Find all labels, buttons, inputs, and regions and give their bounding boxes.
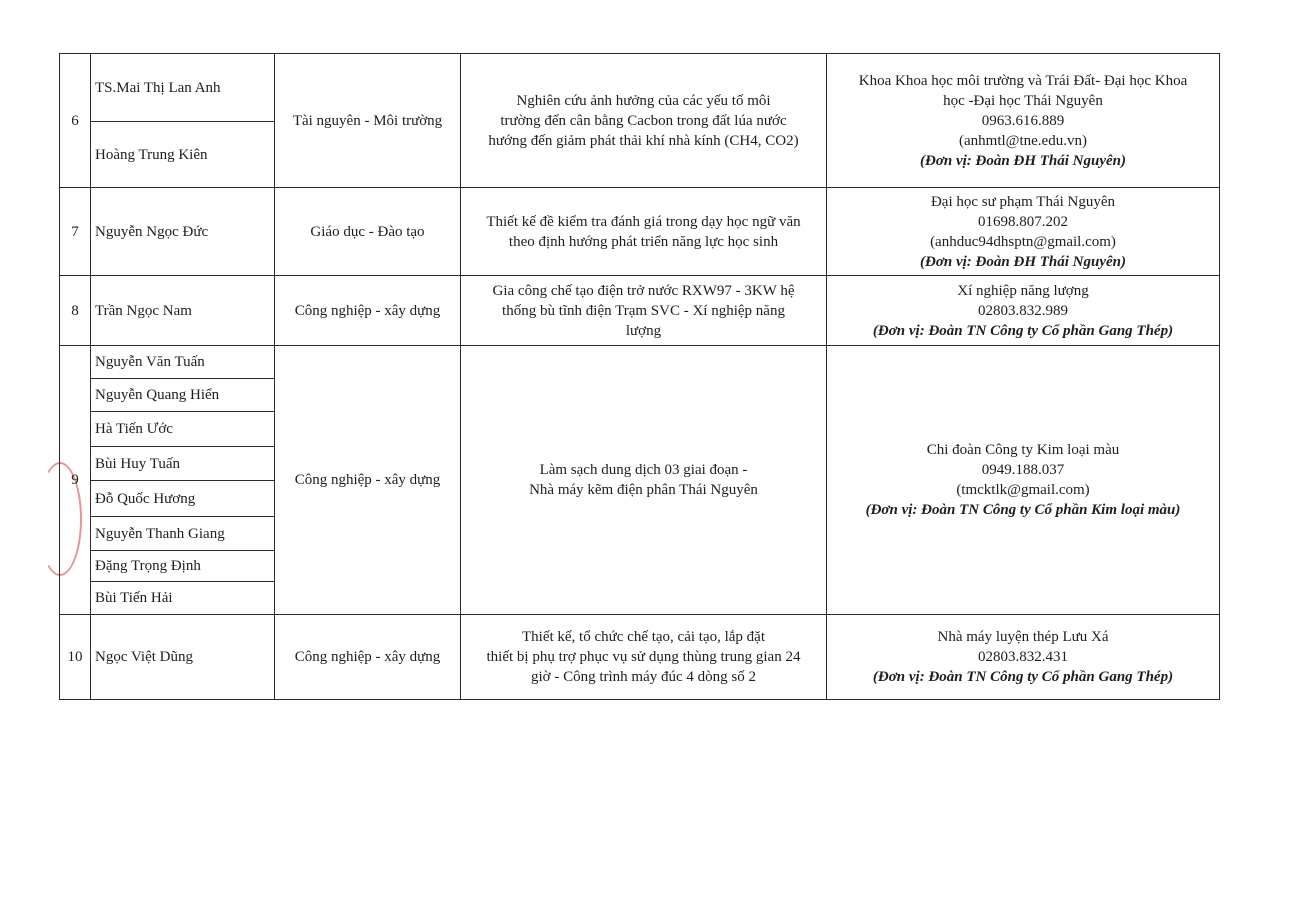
field-cell: Công nghiệp - xây dựng <box>275 346 461 615</box>
unit-organization: (Đơn vị: Đoàn TN Công ty Cổ phần Gang Thép) <box>872 669 1174 685</box>
project-cell: Làm sạch dung dịch 03 giai đoạn - Nhà máy kẽm điện phân Thái Nguyên <box>461 346 827 615</box>
unit-organization: (Đơn vị: Đoàn TN Công ty Cổ phần Gang Thép) <box>872 322 1174 339</box>
row-number: 7 <box>60 188 91 276</box>
member-name: Nguyễn Quang Hiển <box>91 379 275 412</box>
table-row <box>60 54 1220 122</box>
unit-cell: Chi đoàn Công ty Kim loại màu 0949.188.037 (tmcktlk@gmail.com) (Đơn vị: Đoàn TN Công ty Cổ phần Kim loại màu) <box>827 346 1220 615</box>
table-row <box>60 615 1220 700</box>
unit-cell: Đại học sư phạm Thái Nguyên 01698.807.202 (anhduc94dhsptn@gmail.com) (Đơn vị: Đoàn ĐH Thái Nguyên) <box>827 188 1220 276</box>
member-name: Bùi Huy Tuấn <box>91 447 275 481</box>
row-number: 9 <box>60 346 91 615</box>
member-name: Nguyễn Văn Tuấn <box>91 346 275 379</box>
member-name: Đỗ Quốc Hương <box>91 481 275 517</box>
member-name: Hoàng Trung Kiên <box>91 122 275 188</box>
field-cell: Giáo dục - Đào tạo <box>275 188 461 276</box>
project-cell: Gia công chế tạo điện trở nước RXW97 - 3KW hệ thống bù tĩnh điện Trạm SVC - Xí nghiệp năng lượng <box>461 276 827 346</box>
member-name: Bùi Tiến Hải <box>91 582 275 615</box>
unit-organization: (Đơn vị: Đoàn TN Công ty Cổ phần Kim loại màu) <box>865 502 1181 518</box>
unit-cell: Nhà máy luyện thép Lưu Xá 02803.832.431 (Đơn vị: Đoàn TN Công ty Cổ phần Gang Thép) <box>827 615 1220 700</box>
unit-cell: Xí nghiệp năng lượng 02803.832.989 (Đơn vị: Đoàn TN Công ty Cổ phần Gang Thép) <box>827 276 1220 346</box>
row-number: 6 <box>60 54 91 188</box>
member-name: Nguyễn Ngọc Đức <box>91 188 275 276</box>
member-name: Ngọc Việt Dũng <box>91 615 275 700</box>
unit-organization: (Đơn vị: Đoàn ĐH Thái Nguyên) <box>920 152 1126 169</box>
member-name: TS.Mai Thị Lan Anh <box>91 54 275 122</box>
project-cell: Thiết kế đề kiểm tra đánh giá trong dạy học ngữ văn theo định hướng phát triển năng lực học sinh <box>461 188 827 276</box>
row-number: 10 <box>60 615 91 700</box>
unit-organization: (Đơn vị: Đoàn ĐH Thái Nguyên) <box>920 253 1126 270</box>
project-cell: Thiết kế, tổ chức chế tạo, cải tạo, lắp đặt thiết bị phụ trợ phục vụ sử dụng thùng trung gian 24 giờ - Công trình máy đúc 4 dòng số 2 <box>461 615 827 700</box>
member-name: Nguyễn Thanh Giang <box>91 517 275 551</box>
field-cell: Công nghiệp - xây dựng <box>275 276 461 346</box>
field-cell: Tài nguyên - Môi trường <box>275 54 461 188</box>
row-number: 8 <box>60 276 91 346</box>
table-row <box>60 346 1220 379</box>
member-name: Trần Ngọc Nam <box>91 276 275 346</box>
table-row <box>60 276 1220 346</box>
member-name: Hà Tiến Ước <box>91 412 275 447</box>
unit-cell: Khoa Khoa học môi trường và Trái Đất- Đại học Khoa học -Đại học Thái Nguyên 0963.616.889 (anhmtl@tne.edu.vn) (Đơn vị: Đoàn ĐH Thái Nguyên) <box>827 54 1220 188</box>
project-table <box>59 53 1220 700</box>
member-name: Đặng Trọng Định <box>91 551 275 582</box>
table-row <box>60 188 1220 276</box>
project-cell: Nghiên cứu ảnh hưởng của các yếu tố môi trường đến cân bằng Cacbon trong đất lúa nước hướng đến giảm phát thải khí nhà kính (CH4, CO2) <box>461 54 827 188</box>
field-cell: Công nghiệp - xây dựng <box>275 615 461 700</box>
